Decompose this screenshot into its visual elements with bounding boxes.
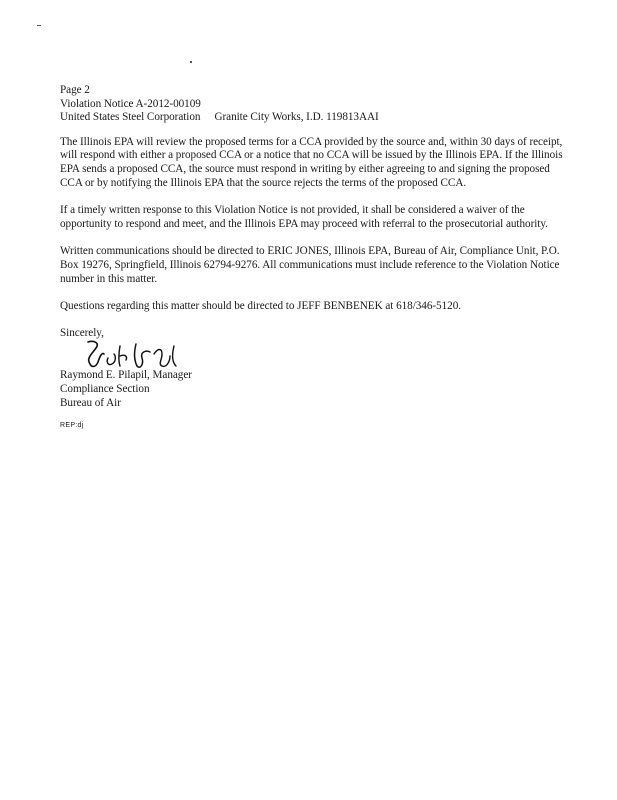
company-facility-line [60, 111, 570, 125]
violation-notice-line: Violation Notice A-2012-00109 [60, 97, 201, 110]
paragraph-communications: Written communications should be directed to ERIC JONES, Illinois EPA, Bureau of Air, Compliance Unit, P.O. Box 19276, Springfield, Illinois 62794-9276. All communications must include reference to the Violation Notice number in this matter. [60, 245, 560, 285]
facility-id: Granite City Works, I.D. 119813AAI [214, 111, 379, 124]
signer-bureau: Bureau of Air [60, 396, 121, 409]
scan-speck [37, 25, 41, 26]
paragraph-questions: Questions regarding this matter should be directed to JEFF BENBENEK at 618/346-5120. [60, 300, 461, 313]
letter-content [60, 84, 570, 433]
handwritten-signature [74, 338, 194, 372]
signer-name-title: Raymond E. Pilapil, Manager [60, 369, 192, 382]
company-name: United States Steel Corporation [60, 111, 201, 124]
closing-salutation: Sincerely, [60, 326, 104, 339]
paragraph-waiver: If a timely written response to this Violation Notice is not provided, it shall be considered a waiver of the opportunity to respond and meet, and the Illinois EPA may proceed with referral to the prosecutorial authority. [60, 204, 548, 230]
paragraph-cca-review: The Illinois EPA will review the proposed terms for a CCA provided by the source and, within 30 days of receipt, will respond with either a proposed CCA or a notice that no CCA will be issued by the Illinois EPA. If the Illinois EPA sends a proposed CCA, the source must respond in writing by either agreeing to and signing the proposed CCA or by notifying the Illinois EPA that the source rejects the terms of the proposed CCA. [60, 135, 563, 189]
signature-block [60, 369, 570, 410]
scan-speck [190, 61, 192, 63]
signer-section: Compliance Section [60, 382, 150, 395]
typist-initials: REP:dj [60, 422, 84, 430]
page-number: Page 2 [60, 84, 90, 96]
